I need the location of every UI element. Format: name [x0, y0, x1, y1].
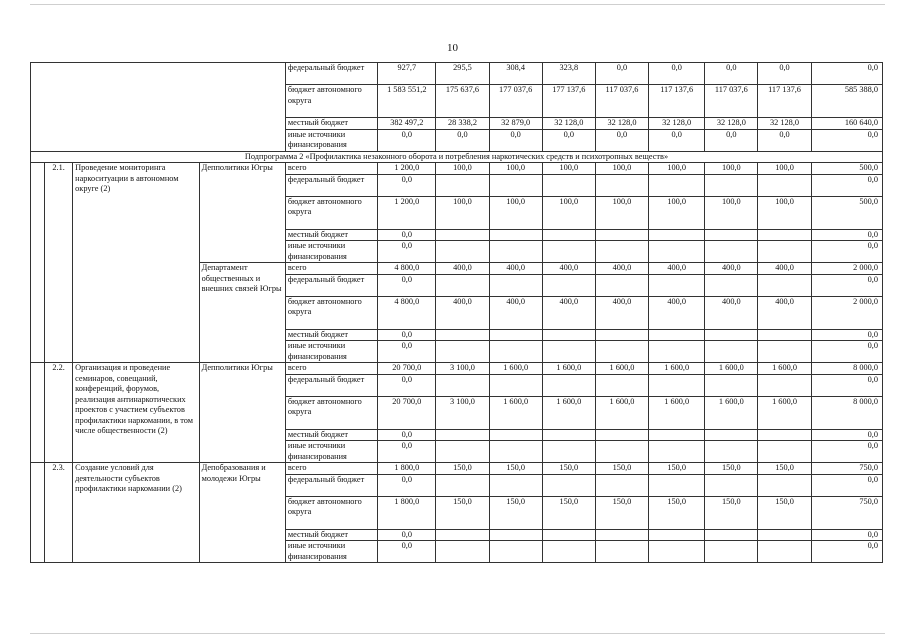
table-row [31, 463, 883, 475]
amount-cell: 100,0 [436, 163, 489, 175]
amount-cell [758, 274, 811, 296]
amount-cell: 0,0 [811, 441, 882, 463]
amount-cell: 0,0 [595, 63, 648, 85]
amount-cell: 0,0 [758, 63, 811, 85]
source-cell: федеральный бюджет [285, 374, 377, 396]
amount-cell [489, 441, 542, 463]
amount-cell [542, 529, 595, 541]
amount-cell: 100,0 [489, 196, 542, 229]
amount-cell [595, 241, 648, 263]
amount-cell [542, 341, 595, 363]
amount-cell: 500,0 [811, 163, 882, 175]
amount-cell [705, 174, 758, 196]
scan-edge-line [30, 4, 885, 5]
amount-cell [489, 241, 542, 263]
amount-cell: 150,0 [542, 463, 595, 475]
amount-cell: 400,0 [705, 296, 758, 329]
amount-cell [649, 341, 705, 363]
amount-cell: 150,0 [542, 496, 595, 529]
amount-cell: 400,0 [436, 296, 489, 329]
amount-cell: 0,0 [378, 174, 436, 196]
amount-cell: 100,0 [436, 196, 489, 229]
amount-cell: 1 600,0 [595, 396, 648, 429]
subprogram-title: Подпрограмма 2 «Профилактика незаконного оборота и потребления наркотических средств и психотропных веществ» [31, 151, 883, 163]
amount-cell [489, 541, 542, 563]
amount-cell [436, 441, 489, 463]
amount-cell [649, 541, 705, 563]
amount-cell: 4 800,0 [378, 296, 436, 329]
amount-cell [595, 529, 648, 541]
item-number: 2.2. [45, 363, 73, 463]
amount-cell [436, 374, 489, 396]
source-cell: иные источники финансирования [285, 241, 377, 263]
amount-cell [542, 329, 595, 341]
amount-cell: 400,0 [649, 296, 705, 329]
amount-cell: 32 879,0 [489, 118, 542, 130]
financing-table [30, 62, 883, 563]
amount-cell [542, 229, 595, 241]
amount-cell [758, 241, 811, 263]
amount-cell: 1 583 551,2 [378, 85, 436, 118]
amount-cell [649, 274, 705, 296]
amount-cell: 500,0 [811, 196, 882, 229]
amount-cell: 1 800,0 [378, 496, 436, 529]
amount-cell: 1 600,0 [489, 396, 542, 429]
amount-cell [649, 374, 705, 396]
amount-cell [542, 274, 595, 296]
page-number: 10 [447, 42, 458, 54]
amount-cell: 2 000,0 [811, 263, 882, 275]
amount-cell [758, 174, 811, 196]
amount-cell: 0,0 [595, 129, 648, 151]
amount-cell: 0,0 [649, 129, 705, 151]
amount-cell: 100,0 [595, 196, 648, 229]
amount-cell: 1 600,0 [649, 363, 705, 375]
item-number: 2.3. [45, 463, 73, 563]
amount-cell: 400,0 [758, 263, 811, 275]
amount-cell [436, 429, 489, 441]
amount-cell [705, 474, 758, 496]
amount-cell: 8 000,0 [811, 363, 882, 375]
amount-cell: 0,0 [378, 374, 436, 396]
amount-cell: 177 137,6 [542, 85, 595, 118]
amount-cell: 150,0 [595, 463, 648, 475]
amount-cell: 0,0 [378, 329, 436, 341]
amount-cell: 0,0 [811, 341, 882, 363]
amount-cell [436, 274, 489, 296]
amount-cell [489, 174, 542, 196]
amount-cell [542, 374, 595, 396]
amount-cell: 400,0 [489, 263, 542, 275]
amount-cell: 0,0 [378, 274, 436, 296]
amount-cell: 0,0 [489, 129, 542, 151]
amount-cell [649, 441, 705, 463]
amount-cell: 3 100,0 [436, 396, 489, 429]
amount-cell: 150,0 [758, 496, 811, 529]
amount-cell: 4 800,0 [378, 263, 436, 275]
amount-cell: 0,0 [811, 541, 882, 563]
amount-cell [758, 374, 811, 396]
amount-cell: 585 388,0 [811, 85, 882, 118]
amount-cell: 32 128,0 [649, 118, 705, 130]
amount-cell: 0,0 [436, 129, 489, 151]
amount-cell: 0,0 [811, 274, 882, 296]
amount-cell [436, 529, 489, 541]
amount-cell: 150,0 [436, 463, 489, 475]
amount-cell: 0,0 [811, 429, 882, 441]
amount-cell [705, 229, 758, 241]
left-margin-cell [31, 163, 45, 363]
amount-cell [649, 529, 705, 541]
amount-cell: 1 600,0 [705, 363, 758, 375]
source-cell: федеральный бюджет [285, 474, 377, 496]
amount-cell [705, 529, 758, 541]
source-cell: иные источники финансирования [285, 541, 377, 563]
amount-cell [705, 429, 758, 441]
amount-cell: 0,0 [378, 529, 436, 541]
amount-cell: 750,0 [811, 496, 882, 529]
amount-cell [649, 429, 705, 441]
amount-cell [436, 341, 489, 363]
source-cell: бюджет автономного округа [285, 85, 377, 118]
amount-cell: 0,0 [811, 474, 882, 496]
table-row [31, 363, 883, 375]
amount-cell: 0,0 [758, 129, 811, 151]
amount-cell [489, 474, 542, 496]
amount-cell [542, 429, 595, 441]
amount-cell: 0,0 [378, 429, 436, 441]
source-cell: федеральный бюджет [285, 63, 377, 85]
amount-cell [758, 229, 811, 241]
amount-cell [758, 329, 811, 341]
amount-cell [436, 174, 489, 196]
amount-cell: 160 640,0 [811, 118, 882, 130]
amount-cell: 1 600,0 [649, 396, 705, 429]
amount-cell [489, 429, 542, 441]
amount-cell [489, 329, 542, 341]
amount-cell [436, 474, 489, 496]
amount-cell: 0,0 [649, 63, 705, 85]
amount-cell: 100,0 [542, 163, 595, 175]
left-margin-cell [31, 363, 45, 463]
amount-cell [489, 341, 542, 363]
amount-cell [758, 441, 811, 463]
amount-cell: 0,0 [811, 63, 882, 85]
amount-cell [489, 274, 542, 296]
amount-cell: 0,0 [811, 174, 882, 196]
item-name: Проведение мониторинга наркоситуации в автономном округе (2) [73, 163, 199, 363]
amount-cell: 100,0 [595, 163, 648, 175]
source-cell: всего [285, 363, 377, 375]
amount-cell [705, 274, 758, 296]
source-cell: иные источники финансирования [285, 341, 377, 363]
source-cell: бюджет автономного округа [285, 396, 377, 429]
amount-cell [705, 374, 758, 396]
amount-cell: 400,0 [489, 296, 542, 329]
amount-cell: 2 000,0 [811, 296, 882, 329]
amount-cell: 400,0 [595, 263, 648, 275]
amount-cell [436, 229, 489, 241]
amount-cell [489, 374, 542, 396]
amount-cell: 1 600,0 [705, 396, 758, 429]
amount-cell [436, 329, 489, 341]
amount-cell: 0,0 [811, 374, 882, 396]
amount-cell [758, 429, 811, 441]
amount-cell [595, 274, 648, 296]
source-cell: федеральный бюджет [285, 174, 377, 196]
amount-cell [595, 441, 648, 463]
amount-cell [705, 441, 758, 463]
amount-cell [595, 229, 648, 241]
source-cell: всего [285, 263, 377, 275]
amount-cell: 3 100,0 [436, 363, 489, 375]
source-cell: местный бюджет [285, 329, 377, 341]
amount-cell: 382 497,2 [378, 118, 436, 130]
source-cell: иные источники финансирования [285, 129, 377, 151]
amount-cell: 0,0 [378, 541, 436, 563]
amount-cell: 100,0 [542, 196, 595, 229]
amount-cell: 175 637,6 [436, 85, 489, 118]
executor-cell: Депобразования и молодежи Югры [199, 463, 285, 563]
amount-cell [649, 241, 705, 263]
amount-cell [649, 174, 705, 196]
amount-cell: 0,0 [811, 129, 882, 151]
amount-cell: 150,0 [649, 463, 705, 475]
amount-cell: 400,0 [758, 296, 811, 329]
amount-cell: 150,0 [436, 496, 489, 529]
amount-cell [758, 474, 811, 496]
amount-cell: 8 000,0 [811, 396, 882, 429]
amount-cell: 0,0 [811, 329, 882, 341]
amount-cell [595, 329, 648, 341]
amount-cell [542, 174, 595, 196]
amount-cell [489, 229, 542, 241]
amount-cell: 0,0 [378, 229, 436, 241]
amount-cell [705, 329, 758, 341]
amount-cell: 100,0 [758, 163, 811, 175]
amount-cell: 0,0 [378, 474, 436, 496]
amount-cell: 117 137,6 [649, 85, 705, 118]
amount-cell: 295,5 [436, 63, 489, 85]
amount-cell [436, 541, 489, 563]
amount-cell [649, 229, 705, 241]
item-name: Организация и проведение семинаров, совещаний, конференций, форумов, реализация антинаркотических проектов с участием субъектов профилактики наркомании, в том числе общественности (2) [73, 363, 199, 463]
amount-cell: 150,0 [595, 496, 648, 529]
amount-cell: 100,0 [705, 163, 758, 175]
source-cell: местный бюджет [285, 429, 377, 441]
amount-cell: 0,0 [542, 129, 595, 151]
amount-cell: 32 128,0 [542, 118, 595, 130]
amount-cell [542, 474, 595, 496]
amount-cell: 750,0 [811, 463, 882, 475]
amount-cell [542, 241, 595, 263]
amount-cell: 32 128,0 [595, 118, 648, 130]
source-cell: местный бюджет [285, 529, 377, 541]
source-cell: иные источники финансирования [285, 441, 377, 463]
amount-cell: 20 700,0 [378, 396, 436, 429]
amount-cell: 400,0 [595, 296, 648, 329]
amount-cell: 117 037,6 [705, 85, 758, 118]
source-cell: бюджет автономного округа [285, 196, 377, 229]
source-cell: бюджет автономного округа [285, 496, 377, 529]
amount-cell [705, 541, 758, 563]
amount-cell [705, 241, 758, 263]
amount-cell: 1 600,0 [489, 363, 542, 375]
amount-cell: 1 600,0 [542, 363, 595, 375]
amount-cell: 150,0 [758, 463, 811, 475]
amount-cell: 100,0 [758, 196, 811, 229]
amount-cell: 100,0 [705, 196, 758, 229]
amount-cell [595, 474, 648, 496]
amount-cell: 150,0 [489, 463, 542, 475]
amount-cell: 0,0 [378, 129, 436, 151]
amount-cell: 100,0 [649, 163, 705, 175]
amount-cell [758, 341, 811, 363]
amount-cell: 0,0 [811, 241, 882, 263]
amount-cell: 0,0 [378, 441, 436, 463]
amount-cell: 0,0 [378, 341, 436, 363]
executor-cell: Департамент общественных и внешних связей Югры [199, 263, 285, 363]
amount-cell [758, 541, 811, 563]
amount-cell [649, 329, 705, 341]
amount-cell [649, 474, 705, 496]
amount-cell [758, 529, 811, 541]
item-name: Создание условий для деятельности субъектов профилактики наркомании (2) [73, 463, 199, 563]
amount-cell: 308,4 [489, 63, 542, 85]
source-cell: местный бюджет [285, 229, 377, 241]
amount-cell: 0,0 [811, 529, 882, 541]
amount-cell [489, 529, 542, 541]
amount-cell: 400,0 [649, 263, 705, 275]
amount-cell: 1 200,0 [378, 196, 436, 229]
amount-cell: 0,0 [811, 229, 882, 241]
source-cell: федеральный бюджет [285, 274, 377, 296]
executor-cell: Депполитики Югры [199, 363, 285, 463]
table-row [31, 163, 883, 175]
executor-cell: Депполитики Югры [199, 163, 285, 263]
amount-cell: 177 037,6 [489, 85, 542, 118]
amount-cell: 32 128,0 [758, 118, 811, 130]
amount-cell: 0,0 [705, 63, 758, 85]
amount-cell: 1 200,0 [378, 163, 436, 175]
scan-edge-line-bottom [30, 633, 885, 634]
amount-cell: 1 600,0 [758, 396, 811, 429]
amount-cell [595, 374, 648, 396]
amount-cell: 117 137,6 [758, 85, 811, 118]
amount-cell: 400,0 [436, 263, 489, 275]
carryover-row [31, 63, 883, 85]
item-number: 2.1. [45, 163, 73, 363]
amount-cell: 100,0 [649, 196, 705, 229]
amount-cell [595, 174, 648, 196]
source-cell: всего [285, 163, 377, 175]
amount-cell [436, 241, 489, 263]
amount-cell: 1 600,0 [542, 396, 595, 429]
amount-cell: 1 600,0 [758, 363, 811, 375]
source-cell: бюджет автономного округа [285, 296, 377, 329]
left-margin-cell [31, 463, 45, 563]
subprogram-row [31, 151, 883, 163]
source-cell: всего [285, 463, 377, 475]
amount-cell [542, 441, 595, 463]
amount-cell [595, 541, 648, 563]
amount-cell: 0,0 [378, 241, 436, 263]
amount-cell: 32 128,0 [705, 118, 758, 130]
amount-cell: 927,7 [378, 63, 436, 85]
amount-cell: 400,0 [542, 263, 595, 275]
amount-cell: 20 700,0 [378, 363, 436, 375]
amount-cell: 400,0 [542, 296, 595, 329]
carryover-label-cell [31, 63, 286, 152]
amount-cell [595, 341, 648, 363]
amount-cell: 150,0 [705, 496, 758, 529]
table-body [31, 63, 883, 563]
amount-cell: 150,0 [705, 463, 758, 475]
amount-cell: 150,0 [489, 496, 542, 529]
amount-cell: 400,0 [705, 263, 758, 275]
amount-cell: 28 338,2 [436, 118, 489, 130]
amount-cell [542, 541, 595, 563]
amount-cell: 100,0 [489, 163, 542, 175]
amount-cell: 323,8 [542, 63, 595, 85]
amount-cell [705, 341, 758, 363]
amount-cell: 1 800,0 [378, 463, 436, 475]
amount-cell [595, 429, 648, 441]
amount-cell: 1 600,0 [595, 363, 648, 375]
amount-cell: 117 037,6 [595, 85, 648, 118]
amount-cell: 0,0 [705, 129, 758, 151]
source-cell: местный бюджет [285, 118, 377, 130]
amount-cell: 150,0 [649, 496, 705, 529]
